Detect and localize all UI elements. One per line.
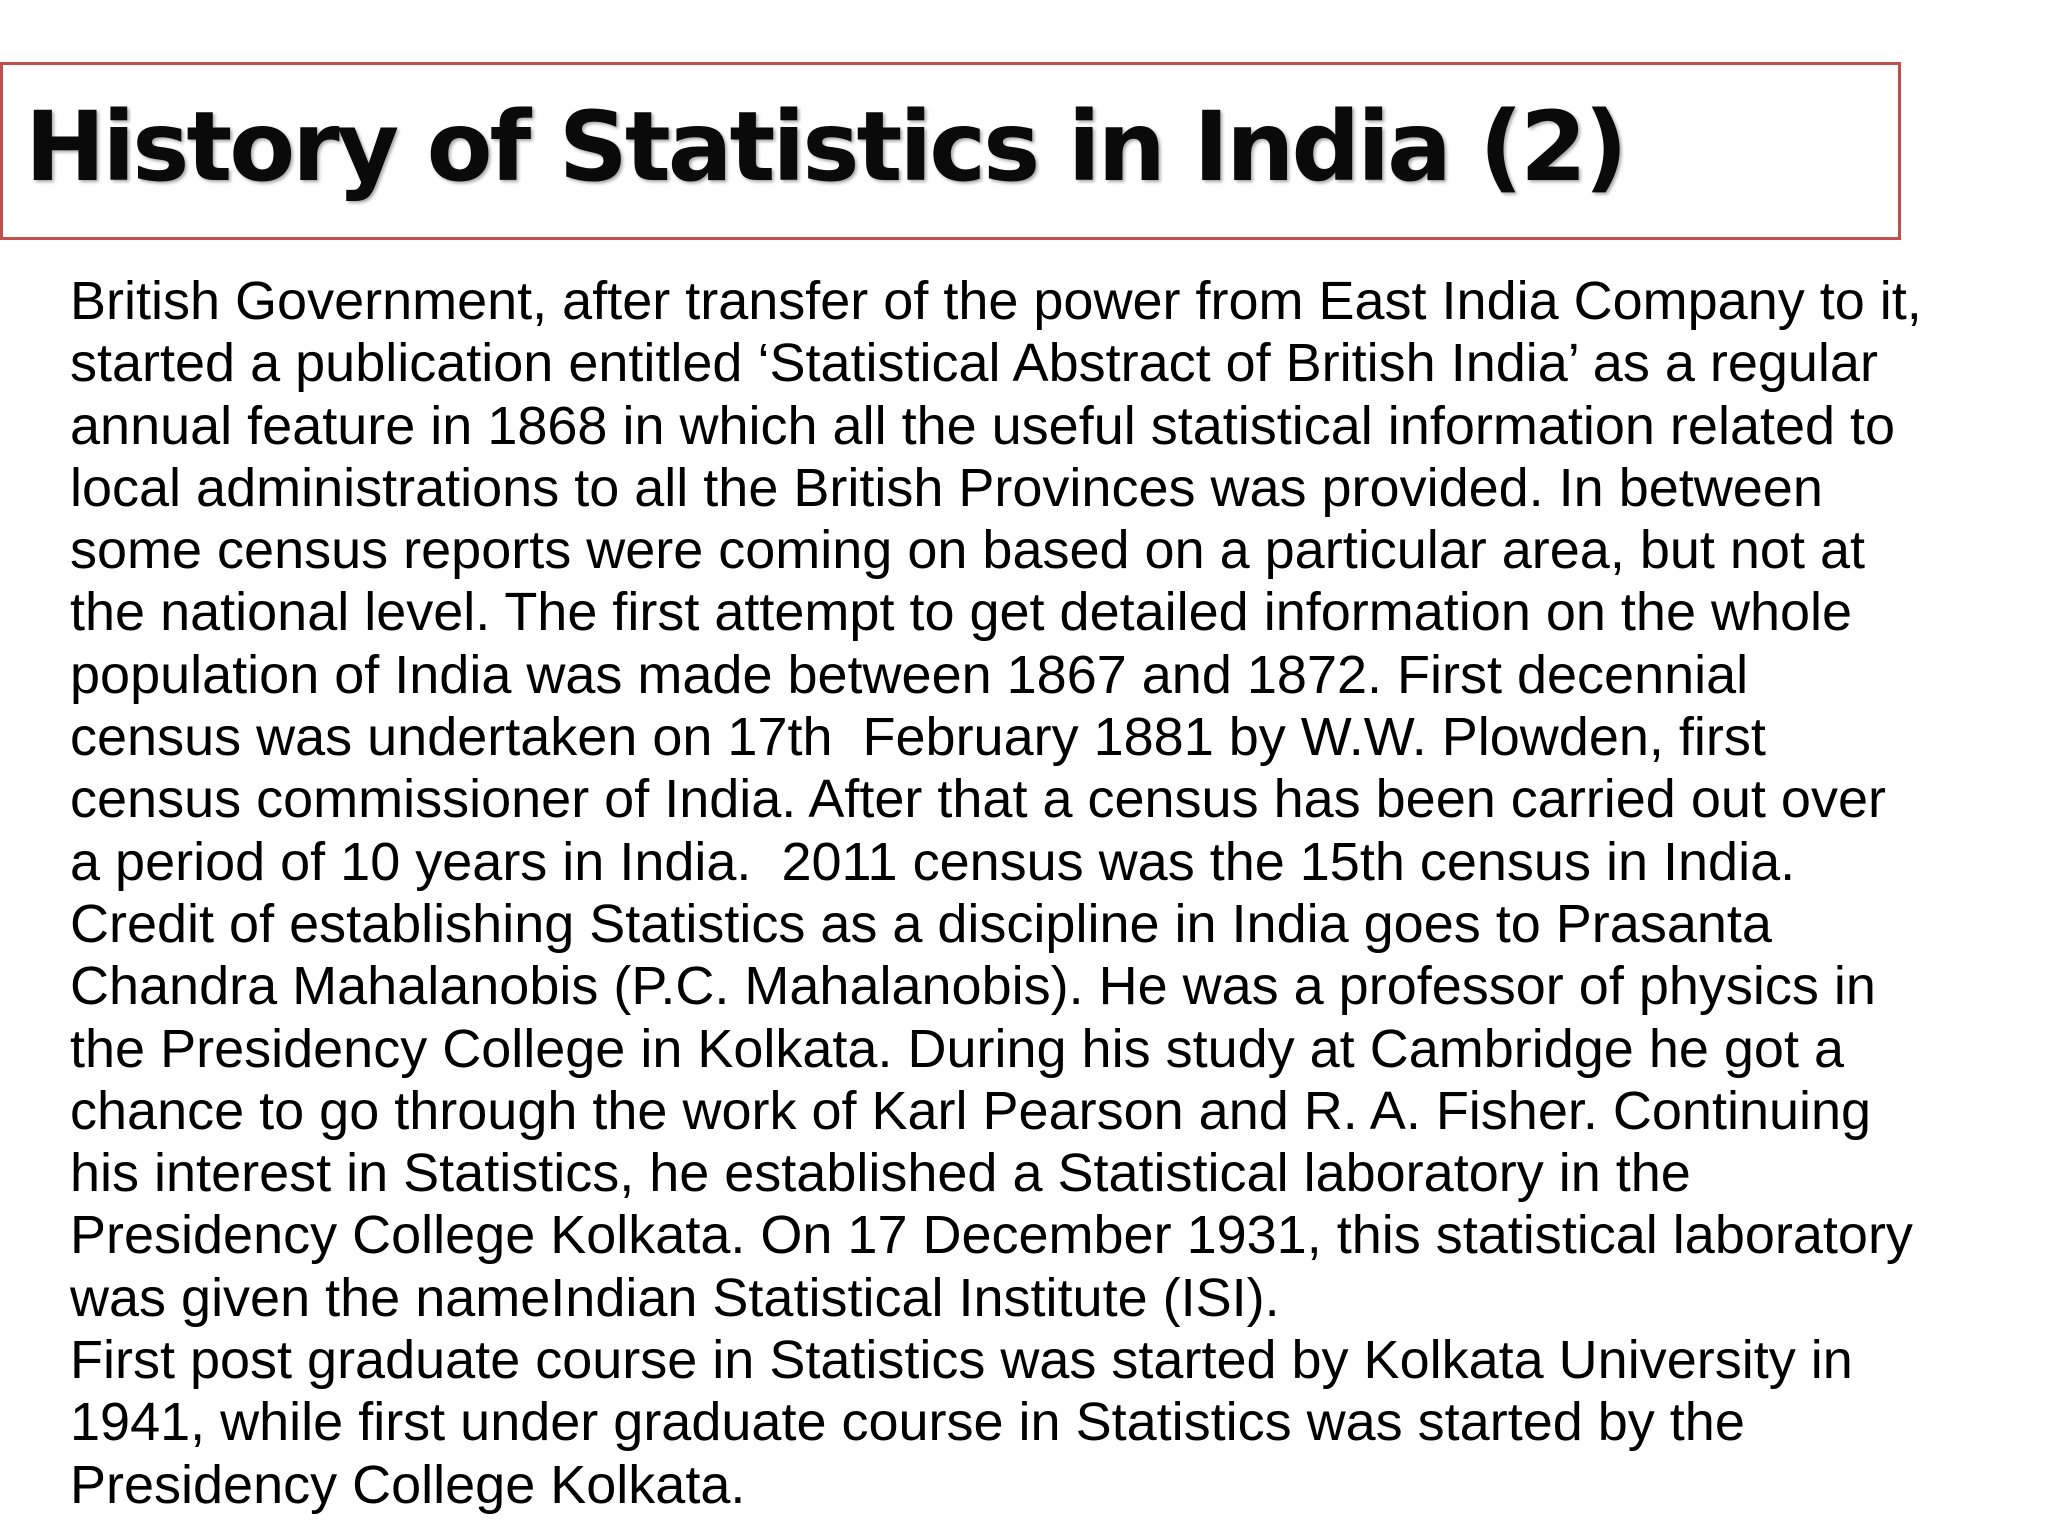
body-line-19: 1941, while first under graduate course in Statistics was started by the: [70, 1392, 1745, 1453]
body-line-9: census commissioner of India. After that a census has been carried out over: [70, 769, 1886, 830]
body-line-18: First post graduate course in Statistics was started by Kolkata University in: [70, 1330, 1853, 1391]
body-line-16: Presidency College Kolkata. On 17 December 1931, this statistical laboratory: [70, 1205, 1913, 1266]
body-line-1: British Government, after transfer of the power from East India Company to it,: [70, 271, 1922, 331]
body-line-6: the national level. The first attempt to get detailed information on the whole: [70, 582, 1853, 643]
title-box: [0, 62, 1901, 240]
body-line-14: chance to go through the work of Karl Pearson and R. A. Fisher. Continuing: [70, 1080, 1872, 1141]
body-line-17: was given the nameIndian Statistical Institute (ISI).: [70, 1267, 1280, 1328]
body-line-3: annual feature in 1868 in which all the useful statistical information related to: [70, 395, 1896, 456]
slide-title: History of Statistics in India (2): [25, 91, 1625, 203]
body-line-8: census was undertaken on 17th February 1881 by W.W. Plowden, first: [70, 707, 1766, 768]
body-line-11: Credit of establishing Statistics as a discipline in India goes to Prasanta: [70, 893, 1772, 954]
body-line-7: population of India was made between 1867 and 1872. First decennial: [70, 644, 1749, 705]
body-line-4: local administrations to all the British Provinces was provided. In between: [70, 457, 1823, 518]
body-line-2: started a publication entitled ‘Statistical Abstract of British India’ as a regular: [70, 333, 1878, 394]
body-line-15: his interest in Statistics, he established a Statistical laboratory in the: [70, 1143, 1691, 1204]
body-line-5: some census reports were coming on based on a particular area, but not at: [70, 520, 1865, 581]
body-line-13: the Presidency College in Kolkata. During his study at Cambridge he got a: [70, 1018, 1844, 1079]
body-line-12: Chandra Mahalanobis (P.C. Mahalanobis). He was a professor of physics in: [70, 956, 1876, 1017]
body-line-20: Presidency College Kolkata.: [70, 1454, 746, 1515]
body-line-10: a period of 10 years in India. 2011 census was the 15th census in India.: [70, 831, 1796, 892]
body-text: [70, 270, 2040, 1516]
